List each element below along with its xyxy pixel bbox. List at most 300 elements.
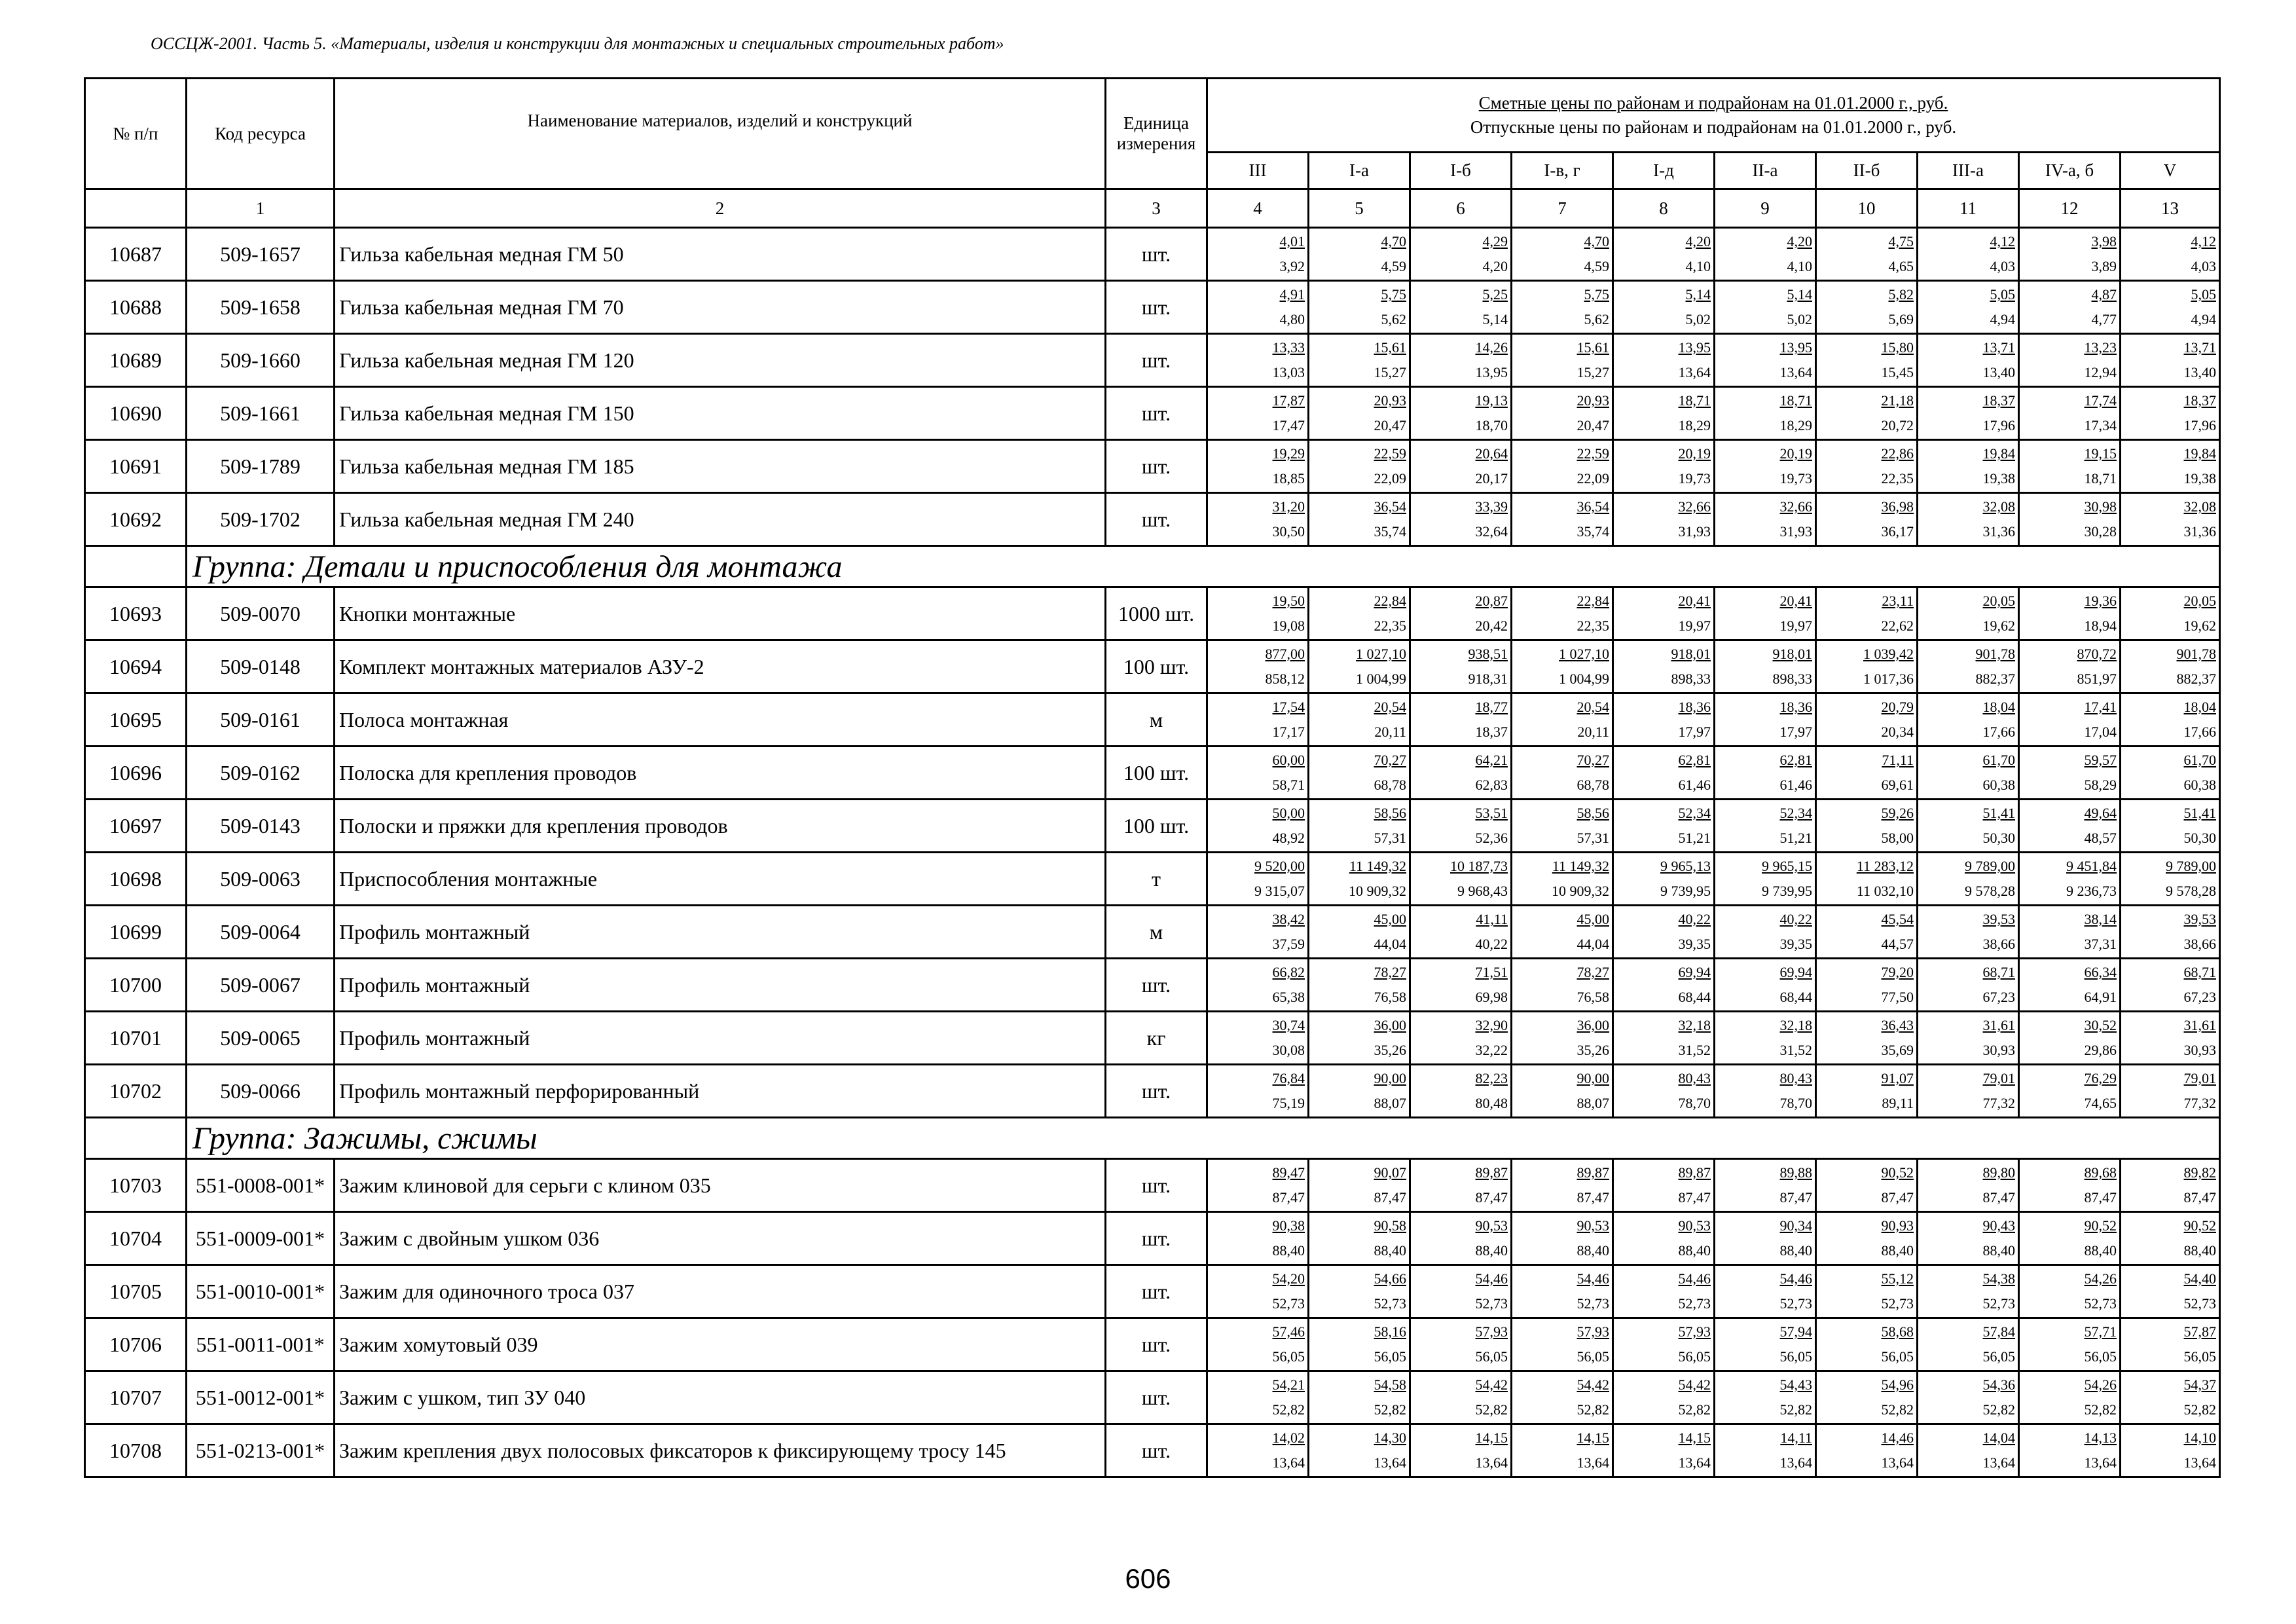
price-cell xyxy=(1613,959,1715,1012)
estimated-price: 54,66 xyxy=(1374,1270,1406,1287)
table-row xyxy=(85,1065,2220,1118)
resource-code: 551-0011-001* xyxy=(187,1318,335,1371)
release-price: 5,14 xyxy=(1482,311,1508,327)
release-price: 1 004,99 xyxy=(1356,671,1406,687)
release-price: 56,05 xyxy=(1272,1348,1305,1365)
price-cell xyxy=(1410,334,1512,387)
estimated-price: 17,41 xyxy=(2084,699,2117,715)
price-cell xyxy=(1207,387,1309,440)
price-cell xyxy=(1715,959,1816,1012)
price-cell xyxy=(1918,959,2019,1012)
release-price: 30,93 xyxy=(1982,1042,2015,1058)
price-cell xyxy=(1715,334,1816,387)
price-cell xyxy=(2019,1212,2121,1265)
release-price: 19,38 xyxy=(1982,470,2015,487)
price-cell xyxy=(1512,1212,1613,1265)
price-cell xyxy=(1512,800,1613,853)
estimated-price: 54,43 xyxy=(1779,1376,1812,1393)
price-cell xyxy=(1816,587,1918,640)
price-cell xyxy=(1918,281,2019,334)
release-price: 88,40 xyxy=(2084,1242,2117,1259)
release-price: 918,31 xyxy=(1468,671,1508,687)
release-price: 18,29 xyxy=(1779,417,1812,434)
price-cell xyxy=(1918,1318,2019,1371)
column-index: 1 xyxy=(187,189,335,228)
estimated-price: 13,95 xyxy=(1678,339,1711,356)
release-price: 60,38 xyxy=(2183,777,2216,793)
release-price: 52,73 xyxy=(1678,1295,1711,1312)
price-cell xyxy=(1207,1159,1309,1212)
release-price: 67,23 xyxy=(1982,989,2015,1005)
group-title: Группа: Зажимы, сжимы xyxy=(187,1118,2220,1159)
estimated-price: 30,52 xyxy=(2084,1017,2117,1033)
estimated-price: 19,29 xyxy=(1272,445,1305,462)
estimated-price: 41,11 xyxy=(1476,911,1508,927)
price-cell xyxy=(1410,281,1512,334)
estimated-price: 68,71 xyxy=(1982,964,2015,980)
release-price: 19,38 xyxy=(2183,470,2216,487)
resource-code: 509-0143 xyxy=(187,800,335,853)
row-num: 10691 xyxy=(85,440,187,493)
estimated-price: 1 039,42 xyxy=(1863,646,1914,662)
release-price: 20,11 xyxy=(1577,724,1609,740)
release-price: 22,09 xyxy=(1576,470,1609,487)
price-cell xyxy=(2019,281,2121,334)
estimated-price: 31,20 xyxy=(1272,498,1305,515)
estimated-price: 90,52 xyxy=(2084,1217,2117,1234)
estimated-price: 57,71 xyxy=(2084,1323,2117,1340)
resource-code: 509-0066 xyxy=(187,1065,335,1118)
release-price: 64,91 xyxy=(2084,989,2117,1005)
release-price: 4,10 xyxy=(1787,258,1812,274)
estimated-price: 90,58 xyxy=(1374,1217,1406,1234)
estimated-price: 3,98 xyxy=(2091,233,2117,249)
price-table xyxy=(84,77,2221,1478)
price-cell xyxy=(1715,693,1816,747)
estimated-price: 54,46 xyxy=(1576,1270,1609,1287)
material-name: Полоска для крепления проводов xyxy=(335,747,1106,800)
price-cell xyxy=(1816,747,1918,800)
estimated-price: 19,13 xyxy=(1475,392,1508,409)
estimated-price: 54,20 xyxy=(1272,1270,1305,1287)
unit: шт. xyxy=(1106,1424,1207,1477)
release-price: 52,73 xyxy=(1779,1295,1812,1312)
material-name: Зажим с двойным ушком 036 xyxy=(335,1212,1106,1265)
region-header: I-а xyxy=(1309,153,1410,189)
column-index: 6 xyxy=(1410,189,1512,228)
release-price: 31,93 xyxy=(1678,523,1711,540)
header-price-caption xyxy=(1207,79,2220,153)
release-price: 31,52 xyxy=(1779,1042,1812,1058)
price-cell xyxy=(1309,1012,1410,1065)
page-number: 606 xyxy=(1125,1563,1171,1594)
estimated-price: 57,94 xyxy=(1779,1323,1812,1340)
material-name: Кнопки монтажные xyxy=(335,587,1106,640)
unit: шт. xyxy=(1106,334,1207,387)
estimated-price: 22,59 xyxy=(1576,445,1609,462)
release-price: 52,82 xyxy=(1678,1401,1711,1418)
estimated-price: 64,21 xyxy=(1475,752,1508,768)
table-row xyxy=(85,640,2220,693)
release-price: 13,64 xyxy=(1272,1454,1305,1471)
price-cell xyxy=(1816,959,1918,1012)
price-cell xyxy=(2121,334,2220,387)
price-cell xyxy=(1512,959,1613,1012)
price-cell xyxy=(1918,387,2019,440)
price-cell xyxy=(1715,1318,1816,1371)
estimated-price: 19,36 xyxy=(2084,593,2117,609)
release-price: 20,72 xyxy=(1881,417,1914,434)
region-header: IV-а, б xyxy=(2019,153,2121,189)
price-cell xyxy=(1207,493,1309,546)
price-cell xyxy=(1918,334,2019,387)
estimated-price: 9 451,84 xyxy=(2066,858,2117,874)
price-cell xyxy=(1918,800,2019,853)
release-price: 87,47 xyxy=(1881,1189,1914,1206)
estimated-price: 4,29 xyxy=(1482,233,1508,249)
price-cell xyxy=(2019,800,2121,853)
price-cell xyxy=(1309,334,1410,387)
price-cell xyxy=(1613,281,1715,334)
release-price: 57,31 xyxy=(1374,830,1406,846)
resource-code: 509-0064 xyxy=(187,906,335,959)
release-price: 898,33 xyxy=(1671,671,1711,687)
row-num: 10699 xyxy=(85,906,187,959)
material-name: Полоса монтажная xyxy=(335,693,1106,747)
estimated-price: 20,05 xyxy=(1982,593,2015,609)
unit: шт. xyxy=(1106,228,1207,281)
estimated-price: 13,33 xyxy=(1272,339,1305,356)
estimated-price: 9 965,15 xyxy=(1762,858,1812,874)
price-cell xyxy=(1309,800,1410,853)
material-name: Гильза кабельная медная ГМ 70 xyxy=(335,281,1106,334)
release-price: 22,35 xyxy=(1576,618,1609,634)
estimated-price: 938,51 xyxy=(1468,646,1508,662)
estimated-price: 90,53 xyxy=(1475,1217,1508,1234)
estimated-price: 20,41 xyxy=(1678,593,1711,609)
estimated-price: 20,19 xyxy=(1678,445,1711,462)
release-price: 15,27 xyxy=(1374,364,1406,380)
price-cell xyxy=(1512,640,1613,693)
estimated-price: 51,41 xyxy=(1982,805,2015,821)
price-cell xyxy=(1410,1371,1512,1424)
release-price: 18,29 xyxy=(1678,417,1711,434)
release-price: 1 004,99 xyxy=(1559,671,1609,687)
price-caption-top: Сметные цены по районам и подрайонам на 01.01.2000 г., руб. xyxy=(1478,93,1948,113)
release-price: 30,28 xyxy=(2084,523,2117,540)
price-cell xyxy=(1816,228,1918,281)
estimated-price: 32,18 xyxy=(1678,1017,1711,1033)
column-index: 4 xyxy=(1207,189,1309,228)
row-num: 10696 xyxy=(85,747,187,800)
price-cell xyxy=(1613,493,1715,546)
estimated-price: 18,04 xyxy=(2183,699,2216,715)
price-cell xyxy=(1512,1265,1613,1318)
estimated-price: 76,84 xyxy=(1272,1070,1305,1086)
price-cell xyxy=(1207,1424,1309,1477)
estimated-price: 18,37 xyxy=(2183,392,2216,409)
estimated-price: 68,71 xyxy=(2183,964,2216,980)
price-cell xyxy=(1613,1371,1715,1424)
price-cell xyxy=(1715,906,1816,959)
estimated-price: 71,11 xyxy=(1882,752,1914,768)
estimated-price: 79,20 xyxy=(1881,964,1914,980)
estimated-price: 62,81 xyxy=(1779,752,1812,768)
estimated-price: 36,43 xyxy=(1881,1017,1914,1033)
release-price: 9 236,73 xyxy=(2066,883,2117,899)
estimated-price: 9 965,13 xyxy=(1660,858,1711,874)
estimated-price: 5,14 xyxy=(1685,286,1711,303)
estimated-price: 38,42 xyxy=(1272,911,1305,927)
group-row xyxy=(85,546,2220,587)
release-price: 38,66 xyxy=(2183,936,2216,952)
estimated-price: 17,54 xyxy=(1272,699,1305,715)
estimated-price: 36,98 xyxy=(1881,498,1914,515)
release-price: 13,64 xyxy=(1374,1454,1406,1471)
price-cell xyxy=(1410,959,1512,1012)
estimated-price: 918,01 xyxy=(1772,646,1812,662)
release-price: 68,44 xyxy=(1678,989,1711,1005)
estimated-price: 78,27 xyxy=(1576,964,1609,980)
table-row xyxy=(85,1212,2220,1265)
release-price: 61,46 xyxy=(1779,777,1812,793)
price-cell xyxy=(2019,1012,2121,1065)
release-price: 35,74 xyxy=(1576,523,1609,540)
estimated-price: 58,16 xyxy=(1374,1323,1406,1340)
estimated-price: 57,87 xyxy=(2183,1323,2216,1340)
estimated-price: 18,37 xyxy=(1982,392,2015,409)
estimated-price: 20,79 xyxy=(1881,699,1914,715)
estimated-price: 15,61 xyxy=(1374,339,1406,356)
estimated-price: 52,34 xyxy=(1779,805,1812,821)
release-price: 3,89 xyxy=(2091,258,2117,274)
release-price: 57,31 xyxy=(1576,830,1609,846)
estimated-price: 4,70 xyxy=(1584,233,1609,249)
estimated-price: 11 149,32 xyxy=(1349,858,1406,874)
estimated-price: 5,25 xyxy=(1482,286,1508,303)
price-cell xyxy=(1207,440,1309,493)
resource-code: 509-1661 xyxy=(187,387,335,440)
estimated-price: 22,86 xyxy=(1881,445,1914,462)
release-price: 76,58 xyxy=(1374,989,1406,1005)
release-price: 62,83 xyxy=(1475,777,1508,793)
release-price: 31,36 xyxy=(1982,523,2015,540)
price-cell xyxy=(2121,1159,2220,1212)
estimated-price: 15,61 xyxy=(1576,339,1609,356)
estimated-price: 4,12 xyxy=(2191,233,2216,249)
release-price: 88,40 xyxy=(1982,1242,2015,1259)
material-name: Гильза кабельная медная ГМ 120 xyxy=(335,334,1106,387)
release-price: 18,70 xyxy=(1475,417,1508,434)
row-num: 10706 xyxy=(85,1318,187,1371)
release-price: 87,47 xyxy=(1678,1189,1711,1206)
price-cell xyxy=(1816,1159,1918,1212)
row-num: 10694 xyxy=(85,640,187,693)
price-cell xyxy=(2019,747,2121,800)
release-price: 858,12 xyxy=(1265,671,1305,687)
price-cell xyxy=(1512,1371,1613,1424)
price-cell xyxy=(1918,440,2019,493)
estimated-price: 22,59 xyxy=(1374,445,1406,462)
estimated-price: 14,15 xyxy=(1475,1430,1508,1446)
release-price: 88,40 xyxy=(1475,1242,1508,1259)
release-price: 19,97 xyxy=(1678,618,1711,634)
price-cell xyxy=(1918,1159,2019,1212)
release-price: 18,37 xyxy=(1475,724,1508,740)
release-price: 30,50 xyxy=(1272,523,1305,540)
unit: шт. xyxy=(1106,440,1207,493)
price-cell xyxy=(1918,640,2019,693)
price-cell xyxy=(1816,1012,1918,1065)
release-price: 56,05 xyxy=(1374,1348,1406,1365)
estimated-price: 54,58 xyxy=(1374,1376,1406,1393)
release-price: 88,07 xyxy=(1374,1095,1406,1111)
table-row xyxy=(85,1318,2220,1371)
price-cell xyxy=(2019,693,2121,747)
release-price: 87,47 xyxy=(1779,1189,1812,1206)
estimated-price: 59,26 xyxy=(1881,805,1914,821)
release-price: 44,57 xyxy=(1881,936,1914,952)
estimated-price: 36,54 xyxy=(1374,498,1406,515)
estimated-price: 54,37 xyxy=(2183,1376,2216,1393)
price-cell xyxy=(1715,1371,1816,1424)
page-header: ОССЦЖ-2001. Часть 5. «Материалы, изделия и конструкции для монтажных и специальных строительных работ» xyxy=(151,34,1004,53)
material-name: Зажим с ушком, тип ЗУ 040 xyxy=(335,1371,1106,1424)
table-row xyxy=(85,853,2220,906)
estimated-price: 90,00 xyxy=(1576,1070,1609,1086)
estimated-price: 55,12 xyxy=(1881,1270,1914,1287)
estimated-price: 19,15 xyxy=(2084,445,2117,462)
price-cell xyxy=(1918,906,2019,959)
release-price: 19,73 xyxy=(1678,470,1711,487)
price-cell xyxy=(1512,1318,1613,1371)
estimated-price: 40,22 xyxy=(1779,911,1812,927)
price-cell xyxy=(1309,959,1410,1012)
estimated-price: 13,23 xyxy=(2084,339,2117,356)
price-cell xyxy=(1816,693,1918,747)
price-cell xyxy=(1816,1065,1918,1118)
price-cell xyxy=(2019,440,2121,493)
estimated-price: 54,36 xyxy=(1982,1376,2015,1393)
row-num: 10702 xyxy=(85,1065,187,1118)
price-cell xyxy=(1512,1424,1613,1477)
estimated-price: 36,54 xyxy=(1576,498,1609,515)
price-cell xyxy=(1207,906,1309,959)
release-price: 69,61 xyxy=(1881,777,1914,793)
resource-code: 509-0065 xyxy=(187,1012,335,1065)
price-cell xyxy=(1918,1371,2019,1424)
estimated-price: 58,56 xyxy=(1374,805,1406,821)
estimated-price: 17,87 xyxy=(1272,392,1305,409)
material-name: Приспособления монтажные xyxy=(335,853,1106,906)
material-name: Профиль монтажный перфорированный xyxy=(335,1065,1106,1118)
estimated-price: 89,87 xyxy=(1678,1164,1711,1181)
release-price: 4,59 xyxy=(1584,258,1609,274)
row-num: 10693 xyxy=(85,587,187,640)
release-price: 13,64 xyxy=(2084,1454,2117,1471)
release-price: 35,26 xyxy=(1374,1042,1406,1058)
estimated-price: 54,46 xyxy=(1779,1270,1812,1287)
price-cell xyxy=(1613,587,1715,640)
price-cell xyxy=(2121,747,2220,800)
price-cell xyxy=(2019,587,2121,640)
estimated-price: 57,46 xyxy=(1272,1323,1305,1340)
estimated-price: 54,26 xyxy=(2084,1376,2117,1393)
price-cell xyxy=(1816,1318,1918,1371)
resource-code: 551-0008-001* xyxy=(187,1159,335,1212)
release-price: 44,04 xyxy=(1576,936,1609,952)
release-price: 13,64 xyxy=(1576,1454,1609,1471)
estimated-price: 13,95 xyxy=(1779,339,1812,356)
release-price: 31,52 xyxy=(1678,1042,1711,1058)
estimated-price: 9 789,00 xyxy=(2166,858,2216,874)
table-row xyxy=(85,493,2220,546)
price-cell xyxy=(1207,1012,1309,1065)
release-price: 13,64 xyxy=(1475,1454,1508,1471)
material-name: Зажим хомутовый 039 xyxy=(335,1318,1106,1371)
price-cell xyxy=(1512,693,1613,747)
estimated-price: 1 027,10 xyxy=(1559,646,1609,662)
release-price: 31,93 xyxy=(1779,523,1812,540)
price-cell xyxy=(1512,587,1613,640)
price-cell xyxy=(1918,1012,2019,1065)
column-index: 7 xyxy=(1512,189,1613,228)
unit: шт. xyxy=(1106,1371,1207,1424)
release-price: 75,19 xyxy=(1272,1095,1305,1111)
estimated-price: 32,18 xyxy=(1779,1017,1812,1033)
release-price: 17,97 xyxy=(1779,724,1812,740)
release-price: 5,02 xyxy=(1685,311,1711,327)
resource-code: 509-1657 xyxy=(187,228,335,281)
price-cell xyxy=(1816,493,1918,546)
price-cell xyxy=(1410,493,1512,546)
release-price: 19,62 xyxy=(1982,618,2015,634)
price-cell xyxy=(1207,853,1309,906)
release-price: 50,30 xyxy=(1982,830,2015,846)
estimated-price: 20,54 xyxy=(1576,699,1609,715)
group-title: Группа: Детали и приспособления для монтажа xyxy=(187,546,2220,587)
price-cell xyxy=(2121,959,2220,1012)
table-row xyxy=(85,281,2220,334)
estimated-price: 90,38 xyxy=(1272,1217,1305,1234)
price-cell xyxy=(2121,1371,2220,1424)
table-row xyxy=(85,800,2220,853)
estimated-price: 66,34 xyxy=(2084,964,2117,980)
estimated-price: 80,43 xyxy=(1779,1070,1812,1086)
price-cell xyxy=(2121,440,2220,493)
material-name: Гильза кабельная медная ГМ 240 xyxy=(335,493,1106,546)
price-cell xyxy=(1816,281,1918,334)
estimated-price: 23,11 xyxy=(1882,593,1914,609)
release-price: 13,64 xyxy=(1779,1454,1812,1471)
release-price: 48,92 xyxy=(1272,830,1305,846)
price-cell xyxy=(1309,747,1410,800)
release-price: 68,78 xyxy=(1576,777,1609,793)
release-price: 13,64 xyxy=(1678,364,1711,380)
release-price: 88,40 xyxy=(2183,1242,2216,1259)
region-header: II-а xyxy=(1715,153,1816,189)
release-price: 4,94 xyxy=(1990,311,2015,327)
estimated-price: 78,27 xyxy=(1374,964,1406,980)
estimated-price: 9 520,00 xyxy=(1254,858,1305,874)
row-num: 10692 xyxy=(85,493,187,546)
price-cell xyxy=(1816,1265,1918,1318)
table-row xyxy=(85,1371,2220,1424)
estimated-price: 10 187,73 xyxy=(1450,858,1508,874)
price-cell xyxy=(1613,906,1715,959)
price-cell xyxy=(2121,1012,2220,1065)
header-name: Наименование материалов, изделий и конструкций xyxy=(335,79,1106,189)
